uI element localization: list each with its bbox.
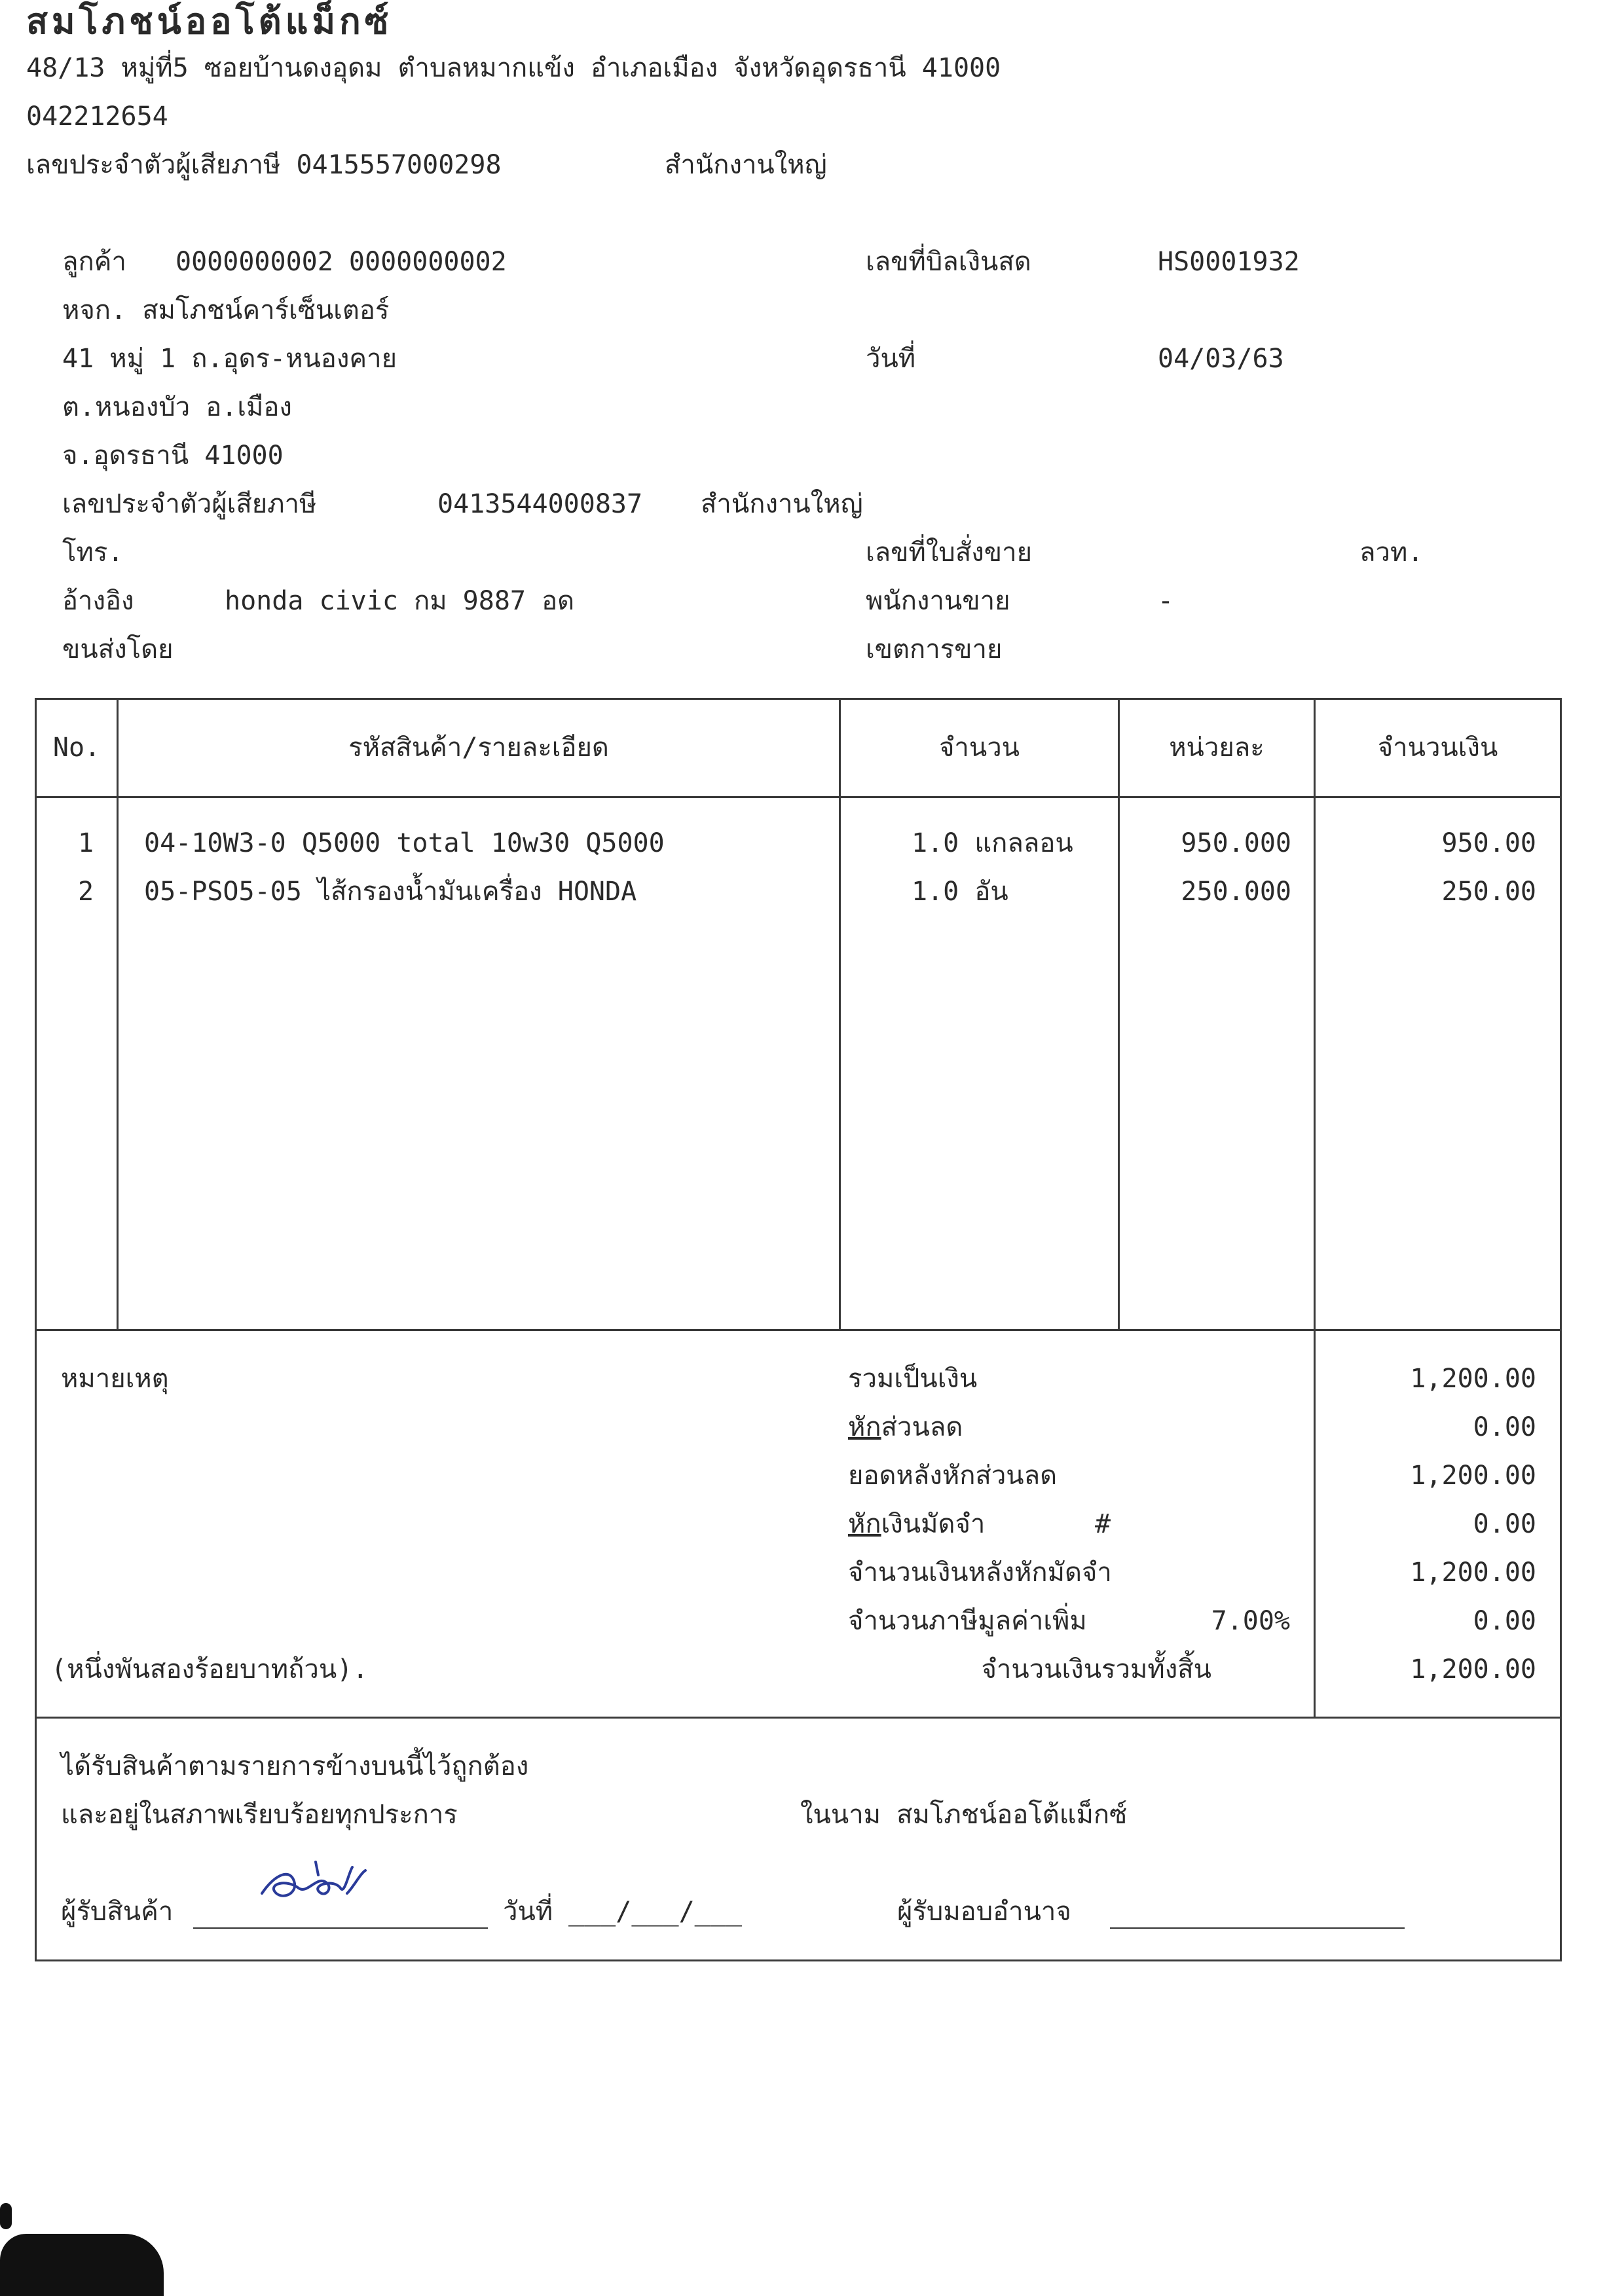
shipping-label: ขนส่งโดย	[62, 634, 174, 665]
customer-branch: สำนักงานใหญ่	[701, 489, 863, 519]
receive-date-blank: ___/___/___	[568, 1897, 742, 1927]
deposit-prefix: หัก	[848, 1509, 881, 1539]
customer-address-2: ต.หนองบัว อ.เมือง	[62, 392, 292, 422]
reference-value: honda civic กม 9887 อด	[225, 586, 575, 616]
authorized-label: ผู้รับมอบอำนาจ	[897, 1897, 1071, 1927]
header-quantity: จำนวน	[938, 733, 1020, 763]
customer-code: 0000000002 0000000002	[175, 247, 507, 277]
company-name: สมโภชน์ออโต้แม็กซ์	[26, 1, 393, 42]
company-tax-id: เลขประจำตัวผู้เสียภาษี 0415557000298	[26, 150, 502, 180]
received-statement-1: ได้รับสินค้าตามรายการข้างบนนี้ไว้ถูกต้อง	[61, 1751, 529, 1781]
reference-label: อ้างอิง	[62, 586, 134, 616]
after-deposit-value: 1,200.00	[1410, 1558, 1536, 1588]
row-unit-price: 250.000	[1181, 877, 1291, 907]
amount-in-words: (หนึ่งพันสองร้อยบาทถ้วน).	[51, 1654, 369, 1685]
receive-date-label: วันที่	[503, 1897, 553, 1927]
sales-order-value: ลวท.	[1359, 538, 1424, 568]
row-quantity: 1.0 อัน	[912, 877, 1008, 907]
header-description: รหัสสินค้า/รายละเอียด	[348, 733, 609, 763]
vat-label: จำนวนภาษีมูลค่าเพิ่ม	[848, 1606, 1087, 1636]
discount-prefix: หัก	[848, 1412, 881, 1442]
customer-tax-id: 0413544000837	[437, 489, 643, 519]
customer-name: หจก. สมโภชน์คาร์เซ็นเตอร์	[62, 295, 390, 325]
received-statement-2: และอยู่ในสภาพเรียบร้อยทุกประการ	[61, 1800, 458, 1830]
after-discount-value: 1,200.00	[1410, 1461, 1536, 1491]
discount-value: 0.00	[1473, 1412, 1536, 1442]
sales-order-label: เลขที่ใบสั่งขาย	[866, 538, 1033, 568]
sales-area-label: เขตการขาย	[866, 634, 1003, 665]
salesperson-value: -	[1158, 586, 1174, 616]
discount-suffix: ส่วนลด	[881, 1412, 963, 1442]
subtotal-label: รวมเป็นเงิน	[848, 1364, 978, 1394]
bill-date: 04/03/63	[1158, 344, 1284, 374]
row-no: 2	[77, 877, 94, 907]
discount-label	[848, 1414, 963, 1440]
row-quantity: 1.0 แกลลอน	[912, 828, 1073, 858]
row-no: 1	[77, 828, 94, 858]
vat-value: 0.00	[1473, 1606, 1536, 1636]
deposit-suffix: เงินมัดจำ	[881, 1509, 986, 1539]
deposit-value: 0.00	[1473, 1509, 1536, 1539]
header-amount: จำนวนเงิน	[1377, 733, 1498, 763]
bill-number: HS0001932	[1158, 247, 1300, 277]
receiver-signature	[255, 1848, 386, 1920]
date-label: วันที่	[866, 344, 916, 374]
grand-total-label: จำนวนเงินรวมทั้งสิ้น	[981, 1654, 1211, 1685]
scan-artifact	[0, 2203, 12, 2229]
remark-label: หมายเหตุ	[61, 1364, 169, 1394]
bill-number-label: เลขที่บิลเงินสด	[866, 247, 1031, 277]
company-address: 48/13 หมู่ที่5 ซอยบ้านดงอุดม ตำบลหมากแข้ง อำเภอเมือง จังหวัดอุดรธานี 41000	[26, 53, 1001, 83]
customer-address-1: 41 หมู่ 1 ถ.อุดร-หนองคาย	[62, 344, 397, 374]
grand-total-value: 1,200.00	[1410, 1654, 1536, 1685]
authorized-signature-line	[1110, 1927, 1405, 1929]
tel-label: โทร.	[62, 538, 124, 568]
customer-tax-label: เลขประจำตัวผู้เสียภาษี	[62, 489, 317, 519]
scan-artifact	[0, 2234, 164, 2296]
header-unit-price: หน่วยละ	[1169, 733, 1264, 763]
on-behalf-of: ในนาม สมโภชน์ออโต้แม็กซ์	[800, 1800, 1128, 1830]
company-branch: สำนักงานใหญ่	[665, 150, 827, 180]
header-no: No.	[52, 733, 101, 763]
row-unit-price: 950.000	[1181, 828, 1291, 858]
subtotal-value: 1,200.00	[1410, 1364, 1536, 1394]
customer-address-3: จ.อุดรธานี 41000	[62, 441, 284, 471]
row-description: 04-10W3-0 Q5000 total 10w30 Q5000	[144, 828, 665, 858]
vat-rate: 7.00%	[1211, 1606, 1290, 1636]
salesperson-label: พนักงานขาย	[866, 586, 1010, 616]
row-amount: 250.00	[1441, 877, 1536, 907]
row-amount: 950.00	[1441, 828, 1536, 858]
after-discount-label: ยอดหลังหักส่วนลด	[848, 1461, 1058, 1491]
deposit-label	[848, 1511, 985, 1537]
after-deposit-label: จำนวนเงินหลังหักมัดจำ	[848, 1558, 1112, 1588]
customer-label: ลูกค้า	[62, 247, 126, 277]
deposit-hash: #	[1095, 1509, 1111, 1539]
receiver-signature-line	[193, 1927, 488, 1929]
row-description: 05-PSO5-05 ไส้กรองน้ำมันเครื่อง HONDA	[144, 877, 637, 907]
receiver-label: ผู้รับสินค้า	[61, 1897, 174, 1927]
company-phone: 042212654	[26, 101, 168, 132]
